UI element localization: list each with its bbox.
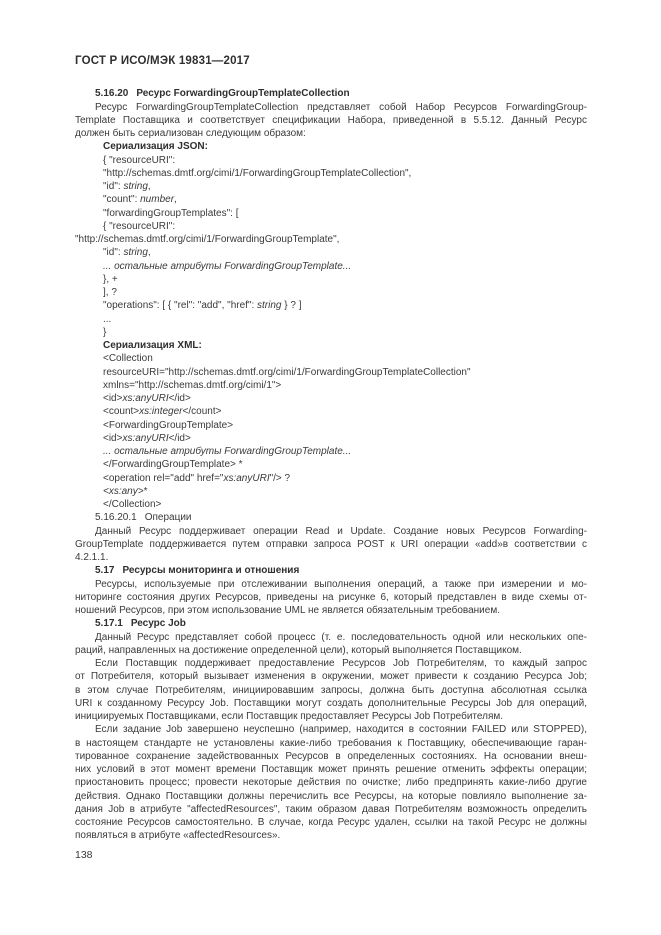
json-code-line: "operations": [ { "rel": "add", "href": string } ? ] bbox=[103, 300, 302, 312]
paragraph-line: 4.2.1.1. bbox=[75, 552, 109, 563]
intro-paragraph bbox=[75, 101, 587, 141]
heading-5-17-1 bbox=[75, 617, 587, 630]
xml-code-line: <Collection bbox=[103, 353, 153, 365]
heading-title: Ресурсы мониторинга и отношения bbox=[122, 565, 300, 577]
paragraph-line: URI к созданному Ресурсу Job. Поставщики могут создать дополнительные Ресурсы Job для операций, bbox=[75, 697, 587, 709]
paragraph-line: инициируемых Поставщиками, если Поставщик предоставляет Ресурсы Job Потребителям. bbox=[75, 711, 504, 722]
heading-5-17 bbox=[75, 564, 587, 577]
xml-code-line: <xs:any>* bbox=[103, 485, 148, 497]
heading-5-16-20 bbox=[75, 87, 587, 100]
heading-title: Ресурс Job bbox=[130, 618, 186, 630]
json-code-line: "http://schemas.dmtf.org/cimi/1/ForwardingGroupTemplateCollection", bbox=[103, 167, 412, 179]
xml-code-line: </ForwardingGroupTemplate> * bbox=[103, 459, 243, 471]
paragraph-line: Данный Ресурс представляет собой процесс (т. е. последовательность одной или нескольких опе- bbox=[95, 631, 587, 643]
paragraph-line: дания Job в атрибуте "affectedResources", таким образом давая Потребителям возможность определить bbox=[75, 803, 587, 815]
heading-number: 5.17 bbox=[95, 565, 115, 577]
json-code-line: }, + bbox=[103, 273, 118, 285]
xml-code-line: <operation rel="add" href="xs:anyURI"/> ? bbox=[103, 472, 291, 484]
paragraph-line: приостановить процесс; провести некоторые действия по очистке; либо предпринять какие-либо другие bbox=[75, 777, 587, 789]
json-code-line: "id": string, bbox=[103, 247, 151, 259]
paragraph-line: от Потребителя, который вызывает изменения в окружении, может привести к созданию Ресурса Job; bbox=[75, 671, 587, 683]
paragraph-line: Template Поставщика и соответствует спецификации Набора, приведенной в 5.5.12. Данный Ресурс bbox=[75, 114, 587, 126]
heading-number: 5.16.20 bbox=[95, 88, 129, 100]
paragraph-line: Ресурс ForwardingGroupTemplateCollection представляет собой Набор Ресурсов ForwardingGroup- bbox=[95, 101, 587, 113]
json-code-block bbox=[75, 154, 587, 340]
xml-code-line: <ForwardingGroupTemplate> bbox=[103, 419, 234, 431]
operations-paragraph bbox=[75, 525, 587, 565]
json-code-line: "http://schemas.dmtf.org/cimi/1/ForwardingGroupTemplate", bbox=[75, 234, 340, 245]
paragraph-line: появляться в атрибуте «affectedResources». bbox=[75, 830, 281, 842]
paragraph-line: GroupTemplate поддерживается путем отправки запроса POST к URI операции «add»в соответствии с bbox=[75, 538, 587, 550]
xml-code-line: <count>xs:integer</count> bbox=[103, 406, 222, 418]
xml-serialization-label: Сериализация XML: bbox=[103, 340, 202, 351]
document-content bbox=[75, 87, 587, 842]
xml-code-line: resourceURI="http://schemas.dmtf.org/cimi/1/ForwardingGroupTemplateCollection" bbox=[103, 366, 471, 378]
page-number: 138 bbox=[75, 848, 93, 861]
monitoring-paragraph bbox=[75, 578, 587, 618]
json-code-line: ], ? bbox=[103, 287, 117, 298]
paragraph-line: раций, направленных на достижение определенной цели), который выполняется Поставщиком. bbox=[75, 644, 522, 656]
job-paragraph-1 bbox=[75, 631, 587, 658]
xml-code-line: </Collection> bbox=[103, 499, 162, 510]
paragraph-line: ношений Ресурсов, при этом использование UML не является обязательным требованием. bbox=[75, 605, 500, 616]
paragraph-line: ниторинге состояния других Ресурсов, приведены на рисунке 6, который представлен в виде схемы от- bbox=[75, 591, 587, 603]
json-code-line: ... bbox=[103, 313, 112, 325]
heading-number: 5.17.1 bbox=[95, 618, 123, 630]
json-code-line: "forwardingGroupTemplates": [ bbox=[103, 207, 239, 219]
paragraph-line: в этом случае Потребителям, инициировавшим запросы, должна быть доступна абсолютная ссылка bbox=[75, 684, 587, 696]
job-paragraph-3 bbox=[75, 723, 587, 842]
paragraph-line: Данный Ресурс поддерживает операции Read и Update. Создание новых Ресурсов Forwarding- bbox=[95, 525, 587, 537]
paragraph-line: должен быть сериализован следующим образом: bbox=[75, 128, 306, 139]
xml-code-line: <id>xs:anyURI</id> bbox=[103, 432, 191, 444]
xml-code-line: <id>xs:anyURI</id> bbox=[103, 393, 191, 404]
json-code-line: "count": number, bbox=[103, 194, 177, 206]
job-paragraph-2 bbox=[75, 657, 587, 723]
paragraph-line: тированное сохранение задействованных Ресурсов в определенных состояниях. На основании внеш- bbox=[75, 750, 587, 762]
json-code-line: } bbox=[103, 326, 107, 338]
paragraph-line: Если Поставщик поддерживает предоставление Ресурсов Job Потребителям, то каждый запрос bbox=[95, 658, 587, 669]
paragraph-line: Ресурсы, используемые при отслеживании выполнения операций, а также при измерении и мо- bbox=[95, 578, 587, 590]
heading-number: 5.16.20.1 bbox=[95, 512, 137, 524]
json-serialization-label: Сериализация JSON: bbox=[103, 141, 208, 153]
xml-code-block bbox=[75, 352, 587, 511]
heading-title: Операции bbox=[144, 512, 192, 524]
paragraph-line: действия. Однако Поставщики должны перечислить все Ресурсы, на которые повлияло выполнение за- bbox=[75, 790, 587, 802]
json-code-line: { "resourceURI": bbox=[103, 220, 176, 232]
paragraph-line: Если задание Job завершено неуспешно (например, находится в состоянии FAILED или STOPPED), bbox=[95, 724, 587, 736]
heading-5-16-20-1 bbox=[75, 511, 587, 524]
json-code-line: ... остальные атрибуты ForwardingGroupTemplate... bbox=[103, 260, 352, 272]
paragraph-line: в настоящем стандарте не установлены какие-либо требования к Поставщику, обеспечивающие гаран- bbox=[75, 737, 587, 749]
xml-code-line: ... остальные атрибуты ForwardingGroupTemplate... bbox=[103, 446, 352, 457]
heading-title: Ресурс ForwardingGroupTemplateCollection bbox=[136, 88, 350, 100]
running-header: ГОСТ Р ИСО/МЭК 19831—2017 bbox=[75, 55, 250, 67]
json-code-line: { "resourceURI": bbox=[103, 154, 176, 166]
json-code-line: "id": string, bbox=[103, 181, 151, 192]
paragraph-line: состояние Ресурсов самостоятельно. В случае, когда Ресурс удален, ссылки на такой Ресурс не должны bbox=[75, 817, 587, 828]
xml-code-line: xmlns="http://schemas.dmtf.org/cimi/1"> bbox=[103, 379, 282, 391]
paragraph-line: них условий в этот момент времени Поставщик может принять решение отменить эффекты операции; bbox=[75, 764, 587, 775]
